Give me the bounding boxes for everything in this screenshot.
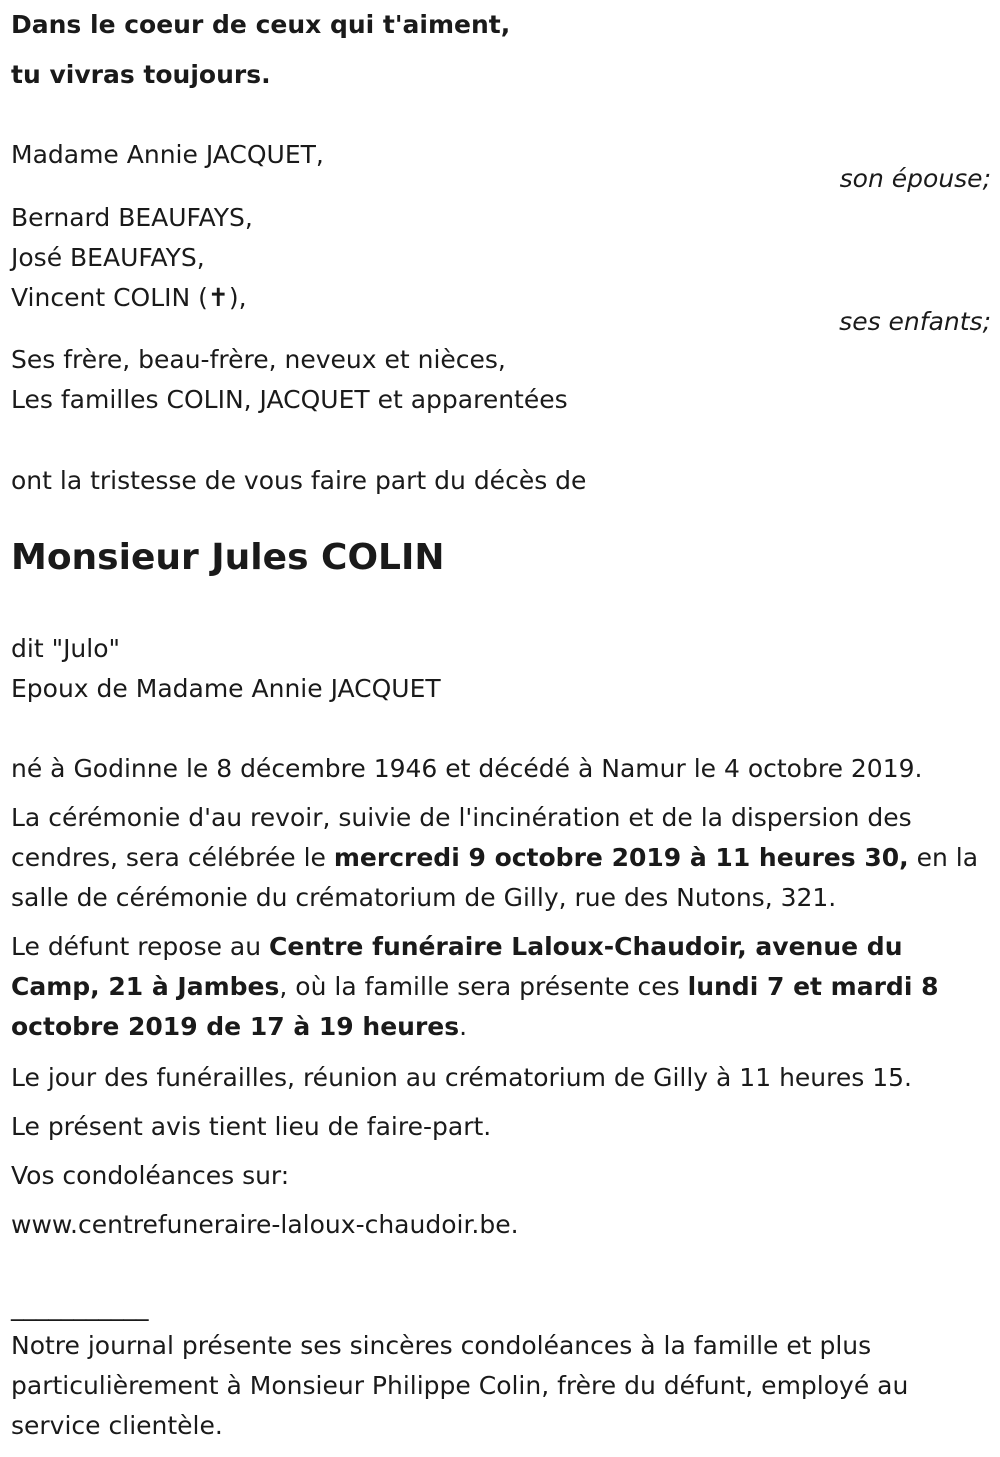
ceremony-text-1: La cérémonie d'au revoir, suivie de l'incinération et de la dispersion des cendres, sera célébrée le [11, 803, 912, 872]
spouse-role: son épouse; [839, 164, 991, 193]
rest-paragraph [11, 927, 986, 1047]
child-3-prefix: Vincent COLIN ( [11, 283, 208, 312]
family-line-2: Les familles COLIN, JACQUET et apparentées [11, 385, 568, 414]
rest-place: Centre funéraire Laloux-Chaudoir, avenue du Camp, 21 à Jambes [11, 932, 903, 1001]
separator: ___________ [11, 1292, 149, 1321]
rest-text-2: , où la famille sera présente ces [279, 972, 688, 1001]
birth-death: né à Godinne le 8 décembre 1946 et décédé à Namur le 4 octobre 2019. [11, 754, 923, 783]
rest-text-3: . [459, 1012, 468, 1041]
family-line-1: Ses frère, beau-frère, neveux et nièces, [11, 345, 506, 374]
spouse-name: Madame Annie JACQUET, [11, 140, 324, 169]
child-1: Bernard BEAUFAYS, [11, 203, 253, 232]
cross-icon: ✝ [207, 283, 229, 312]
condolences-label: Vos condoléances sur: [11, 1161, 290, 1190]
deceased-title: Monsieur Jules COLIN [11, 537, 445, 578]
children-role: ses enfants; [839, 307, 991, 336]
ceremony-text-2: en la salle de cérémonie du crématorium de Gilly, rue des Nutons, 321. [11, 843, 979, 912]
notice: Le présent avis tient lieu de faire-part. [11, 1112, 492, 1141]
child-3 [11, 283, 247, 312]
child-3-suffix: ), [228, 283, 247, 312]
journal-note: Notre journal présente ses sincères condoléances à la famille et plus particulièrement à Monsieur Philippe Colin, frère du défunt, employé au service clientèle. [11, 1331, 909, 1440]
website-link[interactable]: www.centrefuneraire-laloux-chaudoir.be. [11, 1210, 519, 1239]
child-2: José BEAUFAYS, [11, 243, 205, 272]
obituary-page [11, 0, 991, 1457]
ceremony-date: mercredi 9 octobre 2019 à 11 heures 30, [333, 843, 909, 872]
rest-times: lundi 7 et mardi 8 octobre 2019 de 17 à 19 heures [11, 972, 939, 1041]
epigraph-line-2: tu vivras toujours. [11, 60, 271, 89]
rest-text-1: Le défunt repose au [11, 932, 270, 961]
announcement: ont la tristesse de vous faire part du décès de [11, 466, 587, 495]
epigraph-line-1: Dans le coeur de ceux qui t'aiment, [11, 10, 511, 39]
deceased-spouse-of: Epoux de Madame Annie JACQUET [11, 674, 441, 703]
ceremony-paragraph [11, 798, 986, 918]
deceased-nickname: dit "Julo" [11, 634, 121, 663]
meeting-info: Le jour des funérailles, réunion au crématorium de Gilly à 11 heures 15. [11, 1063, 912, 1092]
